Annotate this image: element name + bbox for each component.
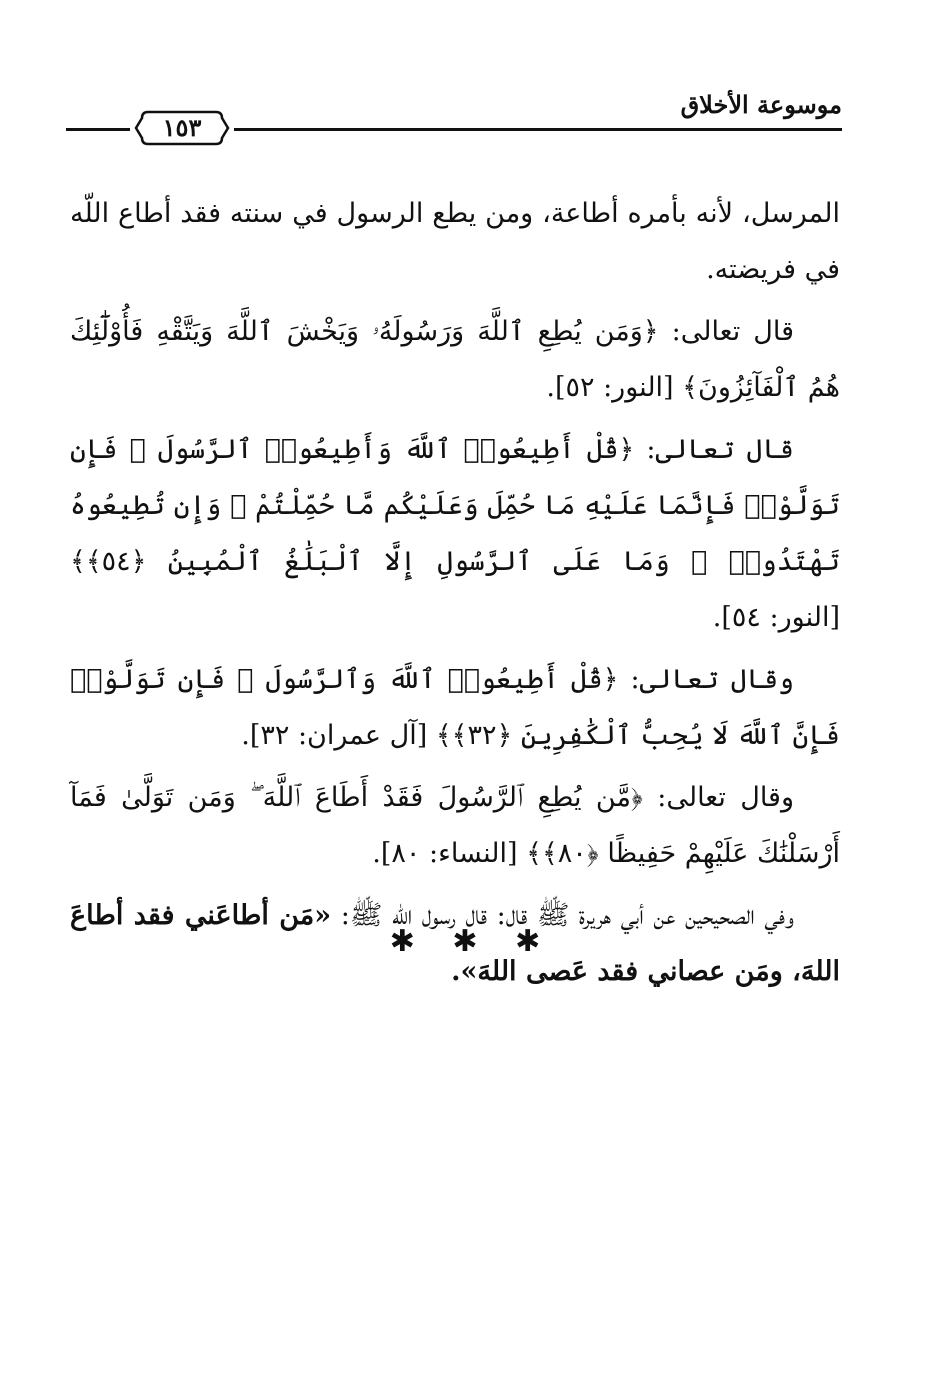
paragraph-1 — [70, 186, 840, 298]
intro-text: وقال تعالى: — [618, 664, 794, 695]
quran-verse: ﴿مَّن يُطِعِ ٱلرَّسُولَ فَقَدْ أَطَاعَ ٱللَّهَ ۖ وَمَن تَوَلَّىٰ فَمَآ أَرْسَلْنَٰكَ عَلَيْهِمْ حَفِيظًا ﴿٨٠﴾﴾ — [70, 782, 840, 869]
verse-reference: [النور: ٥٤]. — [712, 602, 840, 633]
page-number: ١٥٣ — [162, 113, 202, 142]
verse-reference: [النور: ٥٢]. — [546, 372, 674, 403]
quran-verse: ﴿قُلْ أَطِيعُوا۟ ٱللَّهَ وَأَطِيعُوا۟ ٱلرَّسُولَ ۖ فَإِن تَوَلَّوْا۟ فَإِنَّمَا عَلَيْهِ مَا حُمِّلَ وَعَلَيْكُم مَّا حُمِّلْتُمْ ۖ وَإِن تُطِيعُوهُ تَهْتَدُوا۟ ۚ وَمَا عَلَى ٱلرَّسُولِ إِلَّا ٱلْبَلَٰغُ ٱلْمُبِينُ ﴿٥٤﴾﴾ — [70, 434, 840, 577]
header-rule-left — [66, 128, 130, 131]
verse-reference: [النساء: ٨٠]. — [372, 838, 518, 869]
hadith-quote: «مَن أطاعَني فقد أطاعَ اللهَ، ومَن عصاني فقد عَصى اللهَ». — [70, 900, 840, 987]
paragraph-5 — [70, 770, 840, 882]
book-title: موسوعة الأخلاق — [680, 90, 842, 119]
page-body — [70, 186, 840, 1006]
paragraph-text: المرسل، لأنه بأمره أطاعة، ومن يطع الرسول في سنته فقد أطاع اللّه في فريضته. — [70, 198, 840, 285]
page-header — [66, 88, 842, 148]
paragraph-2 — [70, 304, 840, 416]
section-separator: ✱ ✱ ✱ — [389, 924, 555, 959]
page-number-badge — [134, 108, 230, 148]
intro-text: وفي الصحيحين عن أبي هريرة ﷺ قال: قال رسول اللّه ﷺ: — [331, 900, 794, 931]
paragraph-3 — [70, 422, 840, 646]
paragraph-4 — [70, 652, 840, 764]
quran-verse: ﴿قُلْ أَطِيعُوا۟ ٱللَّهَ وَٱلرَّسُولَ ۖ فَإِن تَوَلَّوْا۟ فَإِنَّ ٱللَّهَ لَا يُحِبُّ ٱلْكَٰفِرِينَ ﴿٣٢﴾﴾ — [70, 664, 840, 751]
header-rule-right — [234, 128, 842, 131]
intro-text: قال تعالى: — [634, 434, 794, 465]
verse-reference: [آل عمران: ٣٢]. — [241, 720, 428, 751]
quran-verse: ﴿وَمَن يُطِعِ ٱللَّهَ وَرَسُولَهُۥ وَيَخْشَ ٱللَّهَ وَيَتَّقْهِ فَأُوْلَٰٓئِكَ هُمُ ٱلْفَآئِزُونَ﴾ — [70, 316, 840, 403]
intro-text: قال تعالى: — [658, 316, 794, 347]
intro-text: وقال تعالى: — [642, 782, 794, 813]
